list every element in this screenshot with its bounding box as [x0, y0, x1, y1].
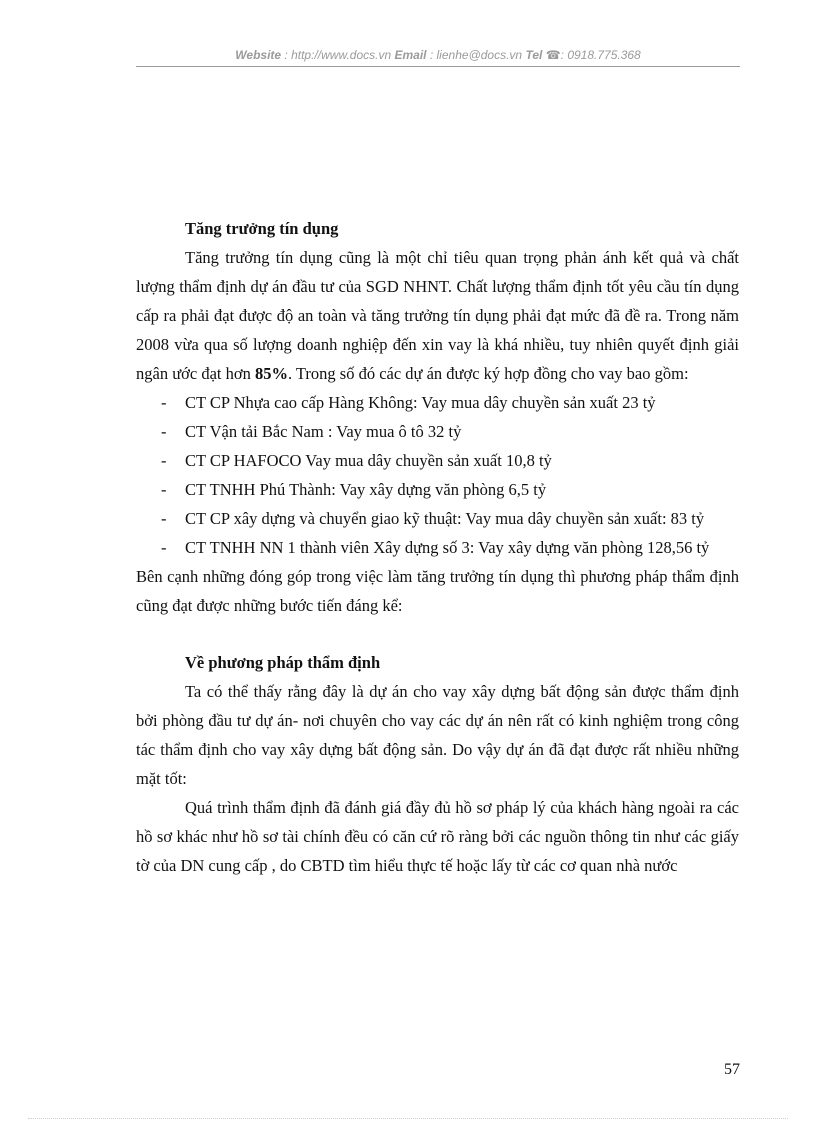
section-spacer	[136, 620, 739, 648]
list-item-text: CT CP xây dựng và chuyển giao kỹ thuật: Vay mua dây chuyền sản xuất: 83 tỷ	[185, 509, 705, 528]
paragraph-credit-growth	[136, 243, 739, 388]
list-item	[136, 504, 739, 533]
paragraph-transition: Bên cạnh những đóng góp trong việc làm tăng trưởng tín dụng thì phương pháp thẩm định cũng đạt được những bước tiến đáng kể:	[136, 567, 739, 615]
page-header: Website : http://www.docs.vn Email : lienhe@docs.vn Tel ☎: 0918.775.368	[235, 48, 641, 62]
footer-divider	[28, 1118, 788, 1119]
list-item-text: CT TNHH Phú Thành: Vay xây dựng văn phòng 6,5 tỷ	[185, 480, 547, 499]
tel-label: Tel	[525, 48, 543, 62]
list-item-text: CT Vận tải Bắc Nam : Vay mua ô tô 32 tỷ	[185, 422, 462, 441]
loan-list	[136, 388, 739, 562]
page-number: 57	[724, 1061, 740, 1078]
header-divider	[136, 66, 740, 67]
bullet-dash: -	[161, 422, 167, 441]
bullet-dash: -	[161, 509, 167, 528]
list-item-text: CT CP HAFOCO Vay mua dây chuyền sản xuất 10,8 tỷ	[185, 451, 552, 470]
list-item-text: CT CP Nhựa cao cấp Hàng Không: Vay mua dây chuyền sản xuất 23 tỷ	[185, 393, 656, 412]
phone-icon: ☎	[545, 48, 561, 62]
tel-value: 0918.775.368	[567, 48, 641, 62]
bullet-dash: -	[161, 480, 167, 499]
section-title-method: Về phương pháp thẩm định	[185, 653, 381, 672]
bullet-dash: -	[161, 538, 167, 557]
email-value: lienhe@docs.vn	[436, 48, 523, 62]
list-item	[136, 388, 739, 417]
bullet-dash: -	[161, 393, 167, 412]
website-label: Website	[235, 48, 282, 62]
paragraph-text: Tăng trưởng tín dụng cũng là một chỉ tiêu quan trọng phản ánh kết quả và chất lượng thẩm định dự án đầu tư của SGD NHNT. Chất lượng thẩm định tốt yêu cầu tín dụng cấp ra phải đạt được độ an toàn và tăng trưởng tín dụng phải đạt mức đã đề ra. Trong năm 2008 vừa qua số lượng doanh nghiệp đến xin vay là khá nhiều, tuy nhiên quyết định giải ngân ước đạt hơn	[136, 248, 739, 383]
paragraph-method-intro: Ta có thể thấy rằng đây là dự án cho vay xây dựng bất động sản được thẩm định bởi phòng đầu tư dự án- nơi chuyên cho vay các dự án nên rất có kinh nghiệm trong công tác thẩm định cho vay xây dựng bất động sản. Do vậy dự án đã đạt được rất nhiều những mặt tốt:	[136, 682, 739, 788]
list-item	[136, 446, 739, 475]
section-title-credit-growth: Tăng trưởng tín dụng	[185, 219, 339, 238]
list-item	[136, 417, 739, 446]
disbursement-rate: 85%	[254, 364, 288, 383]
list-item	[136, 533, 739, 562]
website-value: http://www.docs.vn	[291, 48, 392, 62]
list-item-text: CT TNHH NN 1 thành viên Xây dựng số 3: Vay xây dựng văn phòng 128,56 tỷ	[185, 538, 710, 557]
bullet-dash: -	[161, 451, 167, 470]
list-item	[136, 475, 739, 504]
document-body	[136, 214, 739, 880]
email-label: Email	[394, 48, 427, 62]
paragraph-text: . Trong số đó các dự án được ký hợp đồng cho vay bao gồm:	[287, 364, 689, 383]
paragraph-method-detail: Quá trình thẩm định đã đánh giá đầy đủ hồ sơ pháp lý của khách hàng ngoài ra các hồ sơ khác như hồ sơ tài chính đều có căn cứ rõ ràng bởi các nguồn thông tin như các giấy tờ của DN cung cấp , do CBTD tìm hiểu thực tế hoặc lấy từ các cơ quan nhà nước	[136, 798, 739, 875]
